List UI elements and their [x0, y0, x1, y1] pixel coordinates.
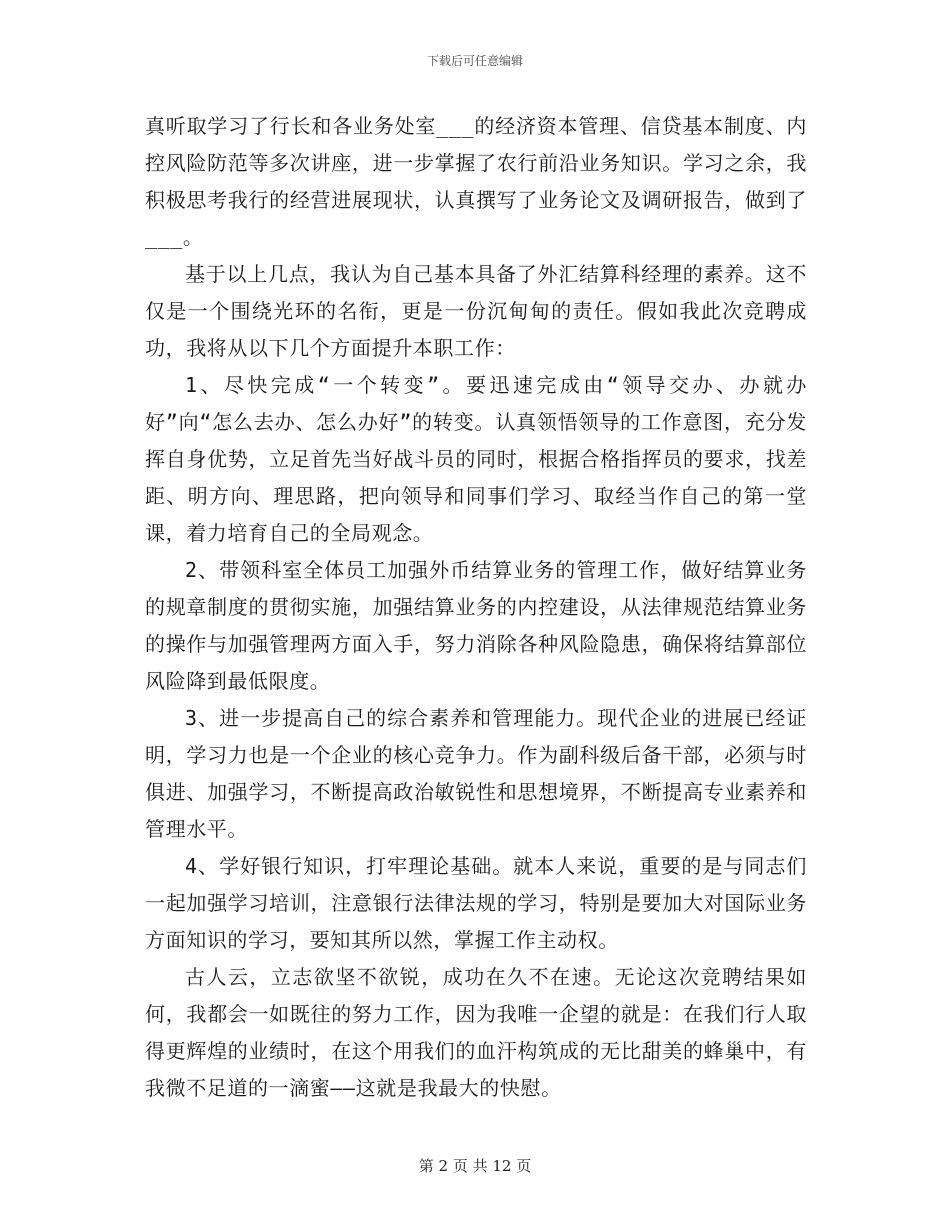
- paragraph-item-3-self-improvement: 3、进一步提高自己的综合素养和管理能力。现代企业的进展已经证明，学习力也是一个企业的核心竞争力。作为副科级后备干部，必须与时俱进、加强学习，不断提高政治敏锐性和思想境界，不断提高专业素养和管理水平。: [145, 706, 807, 841]
- paragraph-item-4-banking-knowledge: 4、学好银行知识，打牢理论基础。就本人来说，重要的是与同志们一起加强学习培训，注意银行法律法规的学习，特别是要加大对国际业务方面知识的学习，要知其所以然，掌握工作主动权。: [145, 854, 807, 952]
- page-number-footer: 第 2 页 共 12 页: [418, 1157, 532, 1175]
- paragraph-item-1-transformation: 1、尽快完成“一个转变”。要迅速完成由“领导交办、办就办好”向“怎么去办、怎么办好”的转变。认真领悟领导的工作意图，充分发挥自身优势，立足首先当好战斗员的同时，根据合格指挥员的要求，找差距、明方向、理思路，把向领导和同事们学习、取经当作自己的第一堂课，着力培育自己的全局观念。: [145, 373, 807, 545]
- paragraph-continued-study: 真听取学习了行长和各业务处室___的经济资本管理、信贷基本制度、内控风险防范等多次讲座，进一步掌握了农行前沿业务知识。学习之余，我积极思考我行的经营进展现状，认真撰写了业务论文及调研报告，做到了___。: [145, 114, 807, 249]
- paragraph-qualification-summary: 基于以上几点，我认为自己基本具备了外汇结算科经理的素养。这不仅是一个围绕光环的名衔，更是一份沉甸甸的责任。假如我此次竞聘成功，我将从以下几个方面提升本职工作：: [145, 262, 807, 360]
- paragraph-item-2-settlement-management: 2、带领科室全体员工加强外币结算业务的管理工作，做好结算业务的规章制度的贯彻实施，加强结算业务的内控建设，从法律规范结算业务的操作与加强管理两方面入手，努力消除各种风险隐患，确保将结算部位风险降到最低限度。: [145, 558, 807, 693]
- document-body: [145, 108, 807, 1107]
- page-header-note: 下载后可任意编辑: [426, 54, 523, 68]
- paragraph-closing: 古人云，立志欲坚不欲锐，成功在久不在速。无论这次竞聘结果如何，我都会一如既往的努力工作，因为我唯一企望的就是：在我们行人取得更辉煌的业绩时，在这个用我们的血汗构筑成的无比甜美的蜂巢中，有我微不足道的一滴蜜——这就是我最大的快慰。: [145, 965, 807, 1100]
